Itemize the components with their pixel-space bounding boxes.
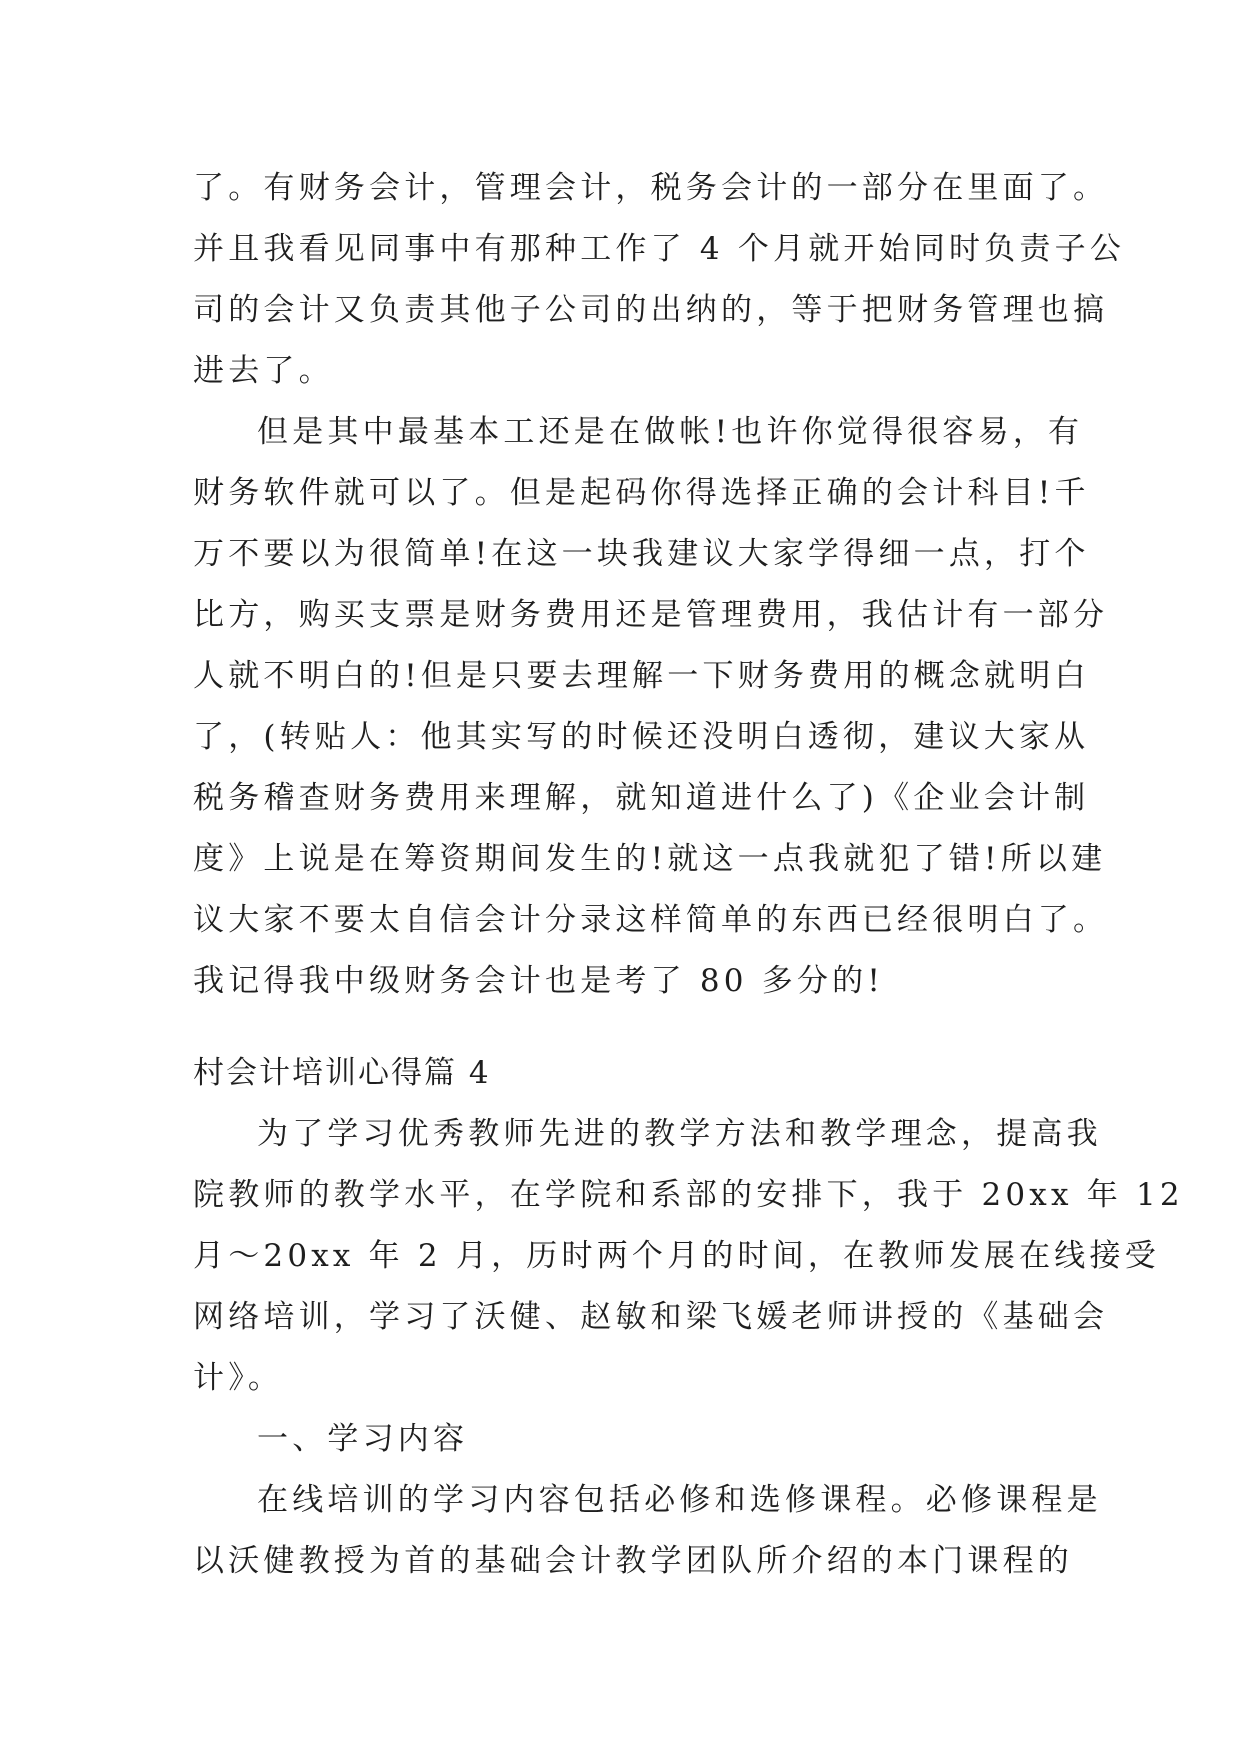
section-heading: 村会计培训心得篇 4 (193, 1055, 491, 1091)
body-text-line: 比方，购买支票是财务费用还是管理费用，我估计有一部分 (193, 597, 1109, 633)
body-text-line: 议大家不要太自信会计分录这样简单的东西已经很明白了。 (193, 902, 1109, 938)
paragraph-first-line: 为了学习优秀教师先进的教学方法和教学理念，提高我 (257, 1116, 1102, 1152)
body-text-line: 进去了。 (193, 353, 334, 389)
paragraph-first-line: 但是其中最基本工还是在做帐!也许你觉得很容易，有 (257, 414, 1084, 450)
body-text-line: 了。有财务会计，管理会计，税务会计的一部分在里面了。 (193, 170, 1109, 206)
body-text-line: 财务软件就可以了。但是起码你得选择正确的会计科目!千 (193, 475, 1090, 511)
body-text-line: 了，(转贴人：他其实写的时候还没明白透彻，建议大家从 (193, 719, 1090, 755)
body-text-line: 人就不明白的!但是只要去理解一下财务费用的概念就明白 (193, 658, 1090, 694)
body-text-line: 司的会计又负责其他子公司的出纳的，等于把财务管理也搞 (193, 292, 1109, 328)
body-text-line: 度》上说是在筹资期间发生的!就这一点我就犯了错!所以建 (193, 841, 1107, 877)
body-text-line: 院教师的教学水平，在学院和系部的安排下，我于 20xx 年 12 (193, 1177, 1184, 1213)
body-text-line: 我记得我中级财务会计也是考了 80 多分的! (193, 963, 885, 999)
body-text-line: 税务稽查财务费用来理解，就知道进什么了)《企业会计制 (193, 780, 1090, 816)
paragraph-first-line: 在线培训的学习内容包括必修和选修课程。必修课程是 (257, 1482, 1102, 1518)
body-text-line: 月～20xx 年 2 月，历时两个月的时间，在教师发展在线接受 (193, 1238, 1160, 1274)
body-text-line: 网络培训，学习了沃健、赵敏和梁飞媛老师讲授的《基础会 (193, 1299, 1109, 1335)
body-text-line: 计》。 (193, 1360, 284, 1396)
body-text-line: 万不要以为很简单!在这一块我建议大家学得细一点，打个 (193, 536, 1090, 572)
body-text-line: 以沃健教授为首的基础会计教学团队所介绍的本门课程的 (193, 1543, 1073, 1579)
body-text-line: 并且我看见同事中有那种工作了 4 个月就开始同时负责子公 (193, 231, 1126, 267)
subsection-heading: 一、学习内容 (257, 1421, 469, 1457)
